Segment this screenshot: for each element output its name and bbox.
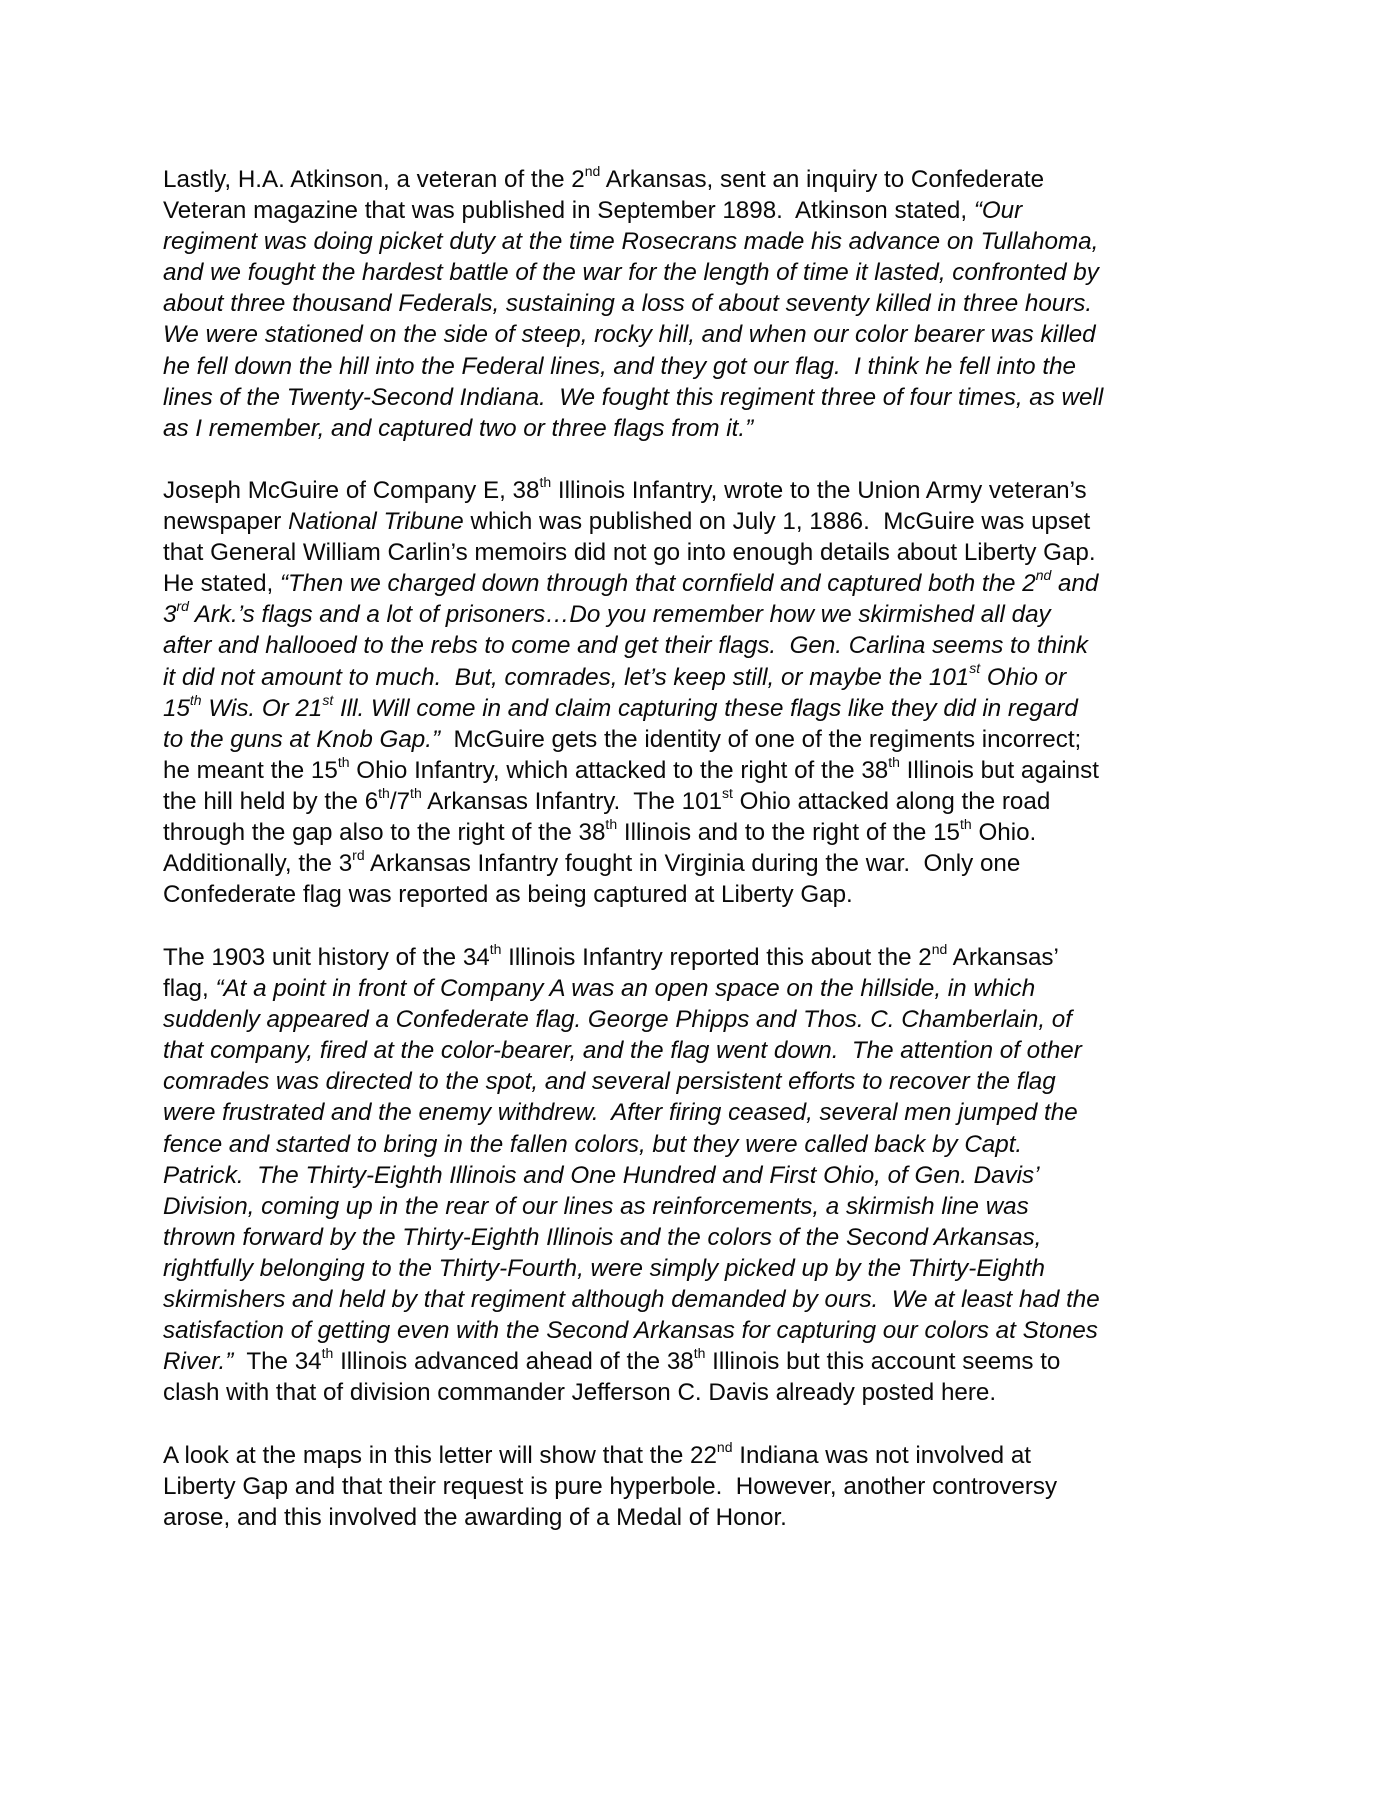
text-line (163, 382, 1243, 413)
italic-text: Ark.’s flags and a lot of prisoners…Do you remember how we skirmished all day (188, 601, 1051, 629)
italic-text: fence and started to bring in the fallen colors, but they were called back by Capt. (163, 1130, 1023, 1158)
italic-text: 3 (163, 601, 177, 629)
text-run: Liberty Gap and that their request is pure hyperbole. However, another controversy (163, 1473, 1058, 1501)
text-line (163, 693, 1243, 724)
italic-text: he fell down the hill into the Federal lines, and they got our flag. I think he fell into the (163, 352, 1076, 380)
text-line (163, 568, 1243, 599)
text-line (163, 1004, 1243, 1035)
ordinal-suffix: st (722, 784, 733, 801)
text-run: McGuire gets the identity of one of the regiments incorrect; (440, 725, 1082, 753)
text-run: The 1903 unit history of the 34 (163, 944, 490, 971)
text-line (163, 1097, 1243, 1128)
italic-text: Division, coming up in the rear of our lines as reinforcements, a skirmish line was (163, 1192, 1029, 1220)
text-line (163, 319, 1243, 350)
ordinal-suffix: th (489, 940, 502, 957)
italic-text: after and hallooed to the rebs to come and get their flags. Gen. Carlina seems to think (163, 632, 1089, 660)
text-line (163, 1502, 1243, 1533)
italic-text: and we fought the hardest battle of the war for the length of time it lasted, confronted by (163, 259, 1099, 287)
text-run: newspaper (163, 508, 289, 536)
text-line (163, 879, 1243, 910)
text-line (163, 973, 1243, 1004)
text-run: which was published on July 1, 1886. McGuire was upset (463, 508, 1091, 536)
italic-text: thrown forward by the Thirty-Eighth Illinois and the colors of the Second Arkansas, (163, 1223, 1042, 1251)
text-run: He stated, (163, 570, 280, 598)
text-line (163, 599, 1243, 630)
italic-text: suddenly appeared a Confederate flag. George Phipps and Thos. C. Chamberlain, of (163, 1006, 1072, 1034)
text-run: Illinois and to the right of the 15 (617, 819, 961, 847)
text-line (163, 413, 1243, 444)
text-line (163, 1129, 1243, 1160)
text-line (163, 195, 1243, 226)
italic-text: Ill. Will come in and claim capturing these flags like they did in regard (333, 694, 1078, 722)
italic-text: it did not amount to much. But, comrades, let’s keep still, or maybe the 101 (163, 663, 970, 691)
ordinal-suffix: nd (584, 162, 601, 179)
text-run: flag, (163, 975, 216, 1003)
text-run: A look at the maps in this letter will show that the 22 (163, 1442, 717, 1469)
text-line (163, 226, 1243, 257)
italic-text: comrades was directed to the spot, and several persistent efforts to recover the flag (163, 1068, 1056, 1096)
text-run: Illinois but this account seems to (705, 1348, 1061, 1376)
ordinal-suffix: th (960, 815, 972, 832)
italic-text: River.” (163, 1348, 234, 1376)
italic-text: about three thousand Federals, sustaining a loss of about seventy killed in three hours. (163, 290, 1093, 318)
text-line (163, 942, 1243, 973)
text-run: through the gap also to the right of the 38 (163, 819, 606, 847)
ordinal-suffix: rd (176, 598, 189, 615)
italic-text: as I remember, and captured two or three flags from it.” (163, 414, 754, 442)
ordinal-suffix: nd (1035, 567, 1052, 584)
italic-text: rightfully belonging to the Thirty-Fourth, were simply picked up by the Thirty-Eighth (163, 1254, 1045, 1282)
italic-text: National Tribune (288, 508, 464, 536)
text-run: he meant the 15 (163, 756, 338, 784)
paragraph-34th-illinois-history (163, 942, 1243, 1408)
italic-text: regiment was doing picket duty at the time Rosecrans made his advance on Tullahoma, (163, 228, 1099, 256)
text-line (163, 257, 1243, 288)
text-line (163, 662, 1243, 693)
text-line (163, 817, 1243, 848)
italic-text: Ohio or (980, 663, 1067, 691)
text-run: Confederate flag was reported as being captured at Liberty Gap. (163, 881, 853, 909)
italic-text: satisfaction of getting even with the Second Arkansas for capturing our colors at Stones (163, 1317, 1098, 1345)
italic-text: “At a point in front of Company A was an open space on the hillside, in which (215, 975, 1036, 1003)
ordinal-suffix: rd (352, 846, 365, 863)
text-line (163, 724, 1243, 755)
text-line (163, 1066, 1243, 1097)
text-run: Arkansas, sent an inquiry to Confederate (600, 166, 1045, 193)
paragraph-conclusion (163, 1440, 1243, 1533)
text-line (163, 506, 1243, 537)
text-line (163, 1035, 1243, 1066)
text-line (163, 1191, 1243, 1222)
text-run: Ohio. (971, 819, 1037, 847)
text-line (163, 630, 1243, 661)
text-run: Arkansas Infantry fought in Virginia during the war. Only one (364, 850, 1021, 878)
text-line (163, 1315, 1243, 1346)
text-run: Indiana was not involved at (732, 1442, 1032, 1469)
text-run: Arkansas’ (947, 944, 1059, 971)
text-run: Lastly, H.A. Atkinson, a veteran of the 2 (163, 166, 585, 193)
text-line (163, 1471, 1243, 1502)
text-run: Illinois advanced ahead of the 38 (333, 1348, 694, 1376)
ordinal-suffix: st (969, 660, 981, 677)
ordinal-suffix: th (321, 1345, 334, 1362)
text-line (163, 288, 1243, 319)
italic-text: to the guns at Knob Gap.” (163, 725, 440, 753)
text-run: Ohio attacked along the road (732, 787, 1051, 815)
text-line (163, 755, 1243, 786)
italic-text: “Our (973, 197, 1023, 225)
italic-text: We were stationed on the side of steep, rocky hill, and when our color bearer was killed (163, 321, 1096, 349)
ordinal-suffix: th (539, 473, 552, 490)
text-line (163, 475, 1243, 506)
text-run: Joseph McGuire of Company E, 38 (163, 477, 540, 504)
text-line (163, 164, 1243, 195)
text-run: The 34 (233, 1348, 322, 1376)
italic-text: lines of the Twenty-Second Indiana. We fought this regiment three of four times, as well (163, 383, 1104, 411)
text-run: Additionally, the 3 (163, 850, 353, 878)
text-line (163, 1284, 1243, 1315)
text-line (163, 848, 1243, 879)
text-line (163, 1377, 1243, 1408)
italic-text: skirmishers and held by that regiment although demanded by ours. We at least had the (163, 1286, 1100, 1314)
text-line (163, 1440, 1243, 1471)
text-line (163, 1253, 1243, 1284)
ordinal-suffix: th (410, 784, 422, 801)
text-run: Illinois Infantry, wrote to the Union Army veteran’s (551, 477, 1087, 504)
text-run: arose, and this involved the awarding of a Medal of Honor. (163, 1504, 787, 1532)
ordinal-suffix: st (322, 691, 334, 708)
ordinal-suffix: nd (716, 1438, 733, 1455)
italic-text: “Then we charged down through that cornfield and captured both the 2 (279, 570, 1036, 598)
ordinal-suffix: th (888, 753, 900, 770)
ordinal-suffix: th (693, 1345, 706, 1362)
text-line (163, 1222, 1243, 1253)
italic-text: were frustrated and the enemy withdrew. After firing ceased, several men jumped the (163, 1099, 1078, 1127)
text-run: Arkansas Infantry. The 101 (421, 787, 723, 815)
text-line (163, 351, 1243, 382)
ordinal-suffix: th (189, 691, 202, 708)
text-line (163, 786, 1243, 817)
text-run: that General William Carlin’s memoirs did not go into enough details about Liberty Gap. (163, 539, 1096, 567)
text-run: Illinois Infantry reported this about the 2 (501, 944, 932, 971)
text-run: clash with that of division commander Jefferson C. Davis already posted here. (163, 1379, 997, 1407)
text-line (163, 537, 1243, 568)
ordinal-suffix: th (337, 753, 350, 770)
italic-text: Wis. Or 21 (201, 694, 323, 722)
text-run: the hill held by the 6 (163, 787, 379, 815)
paragraph-atkinson (163, 164, 1243, 444)
text-run: /7 (389, 787, 411, 815)
italic-text: that company, fired at the color-bearer, and the flag went down. The attention of other (163, 1037, 1082, 1065)
italic-text: Patrick. The Thirty-Eighth Illinois and One Hundred and First Ohio, of Gen. Davis’ (163, 1161, 1040, 1189)
text-line (163, 1346, 1243, 1377)
text-run: Veteran magazine that was published in September 1898. Atkinson stated, (163, 197, 974, 225)
text-run: Illinois but against (899, 756, 1099, 784)
ordinal-suffix: th (378, 784, 390, 801)
ordinal-suffix: nd (931, 940, 948, 957)
text-line (163, 1160, 1243, 1191)
text-run: Ohio Infantry, which attacked to the right of the 38 (349, 756, 889, 784)
ordinal-suffix: th (605, 815, 618, 832)
italic-text: and (1051, 570, 1099, 598)
italic-text: 15 (163, 694, 190, 722)
paragraph-mcguire (163, 475, 1243, 910)
